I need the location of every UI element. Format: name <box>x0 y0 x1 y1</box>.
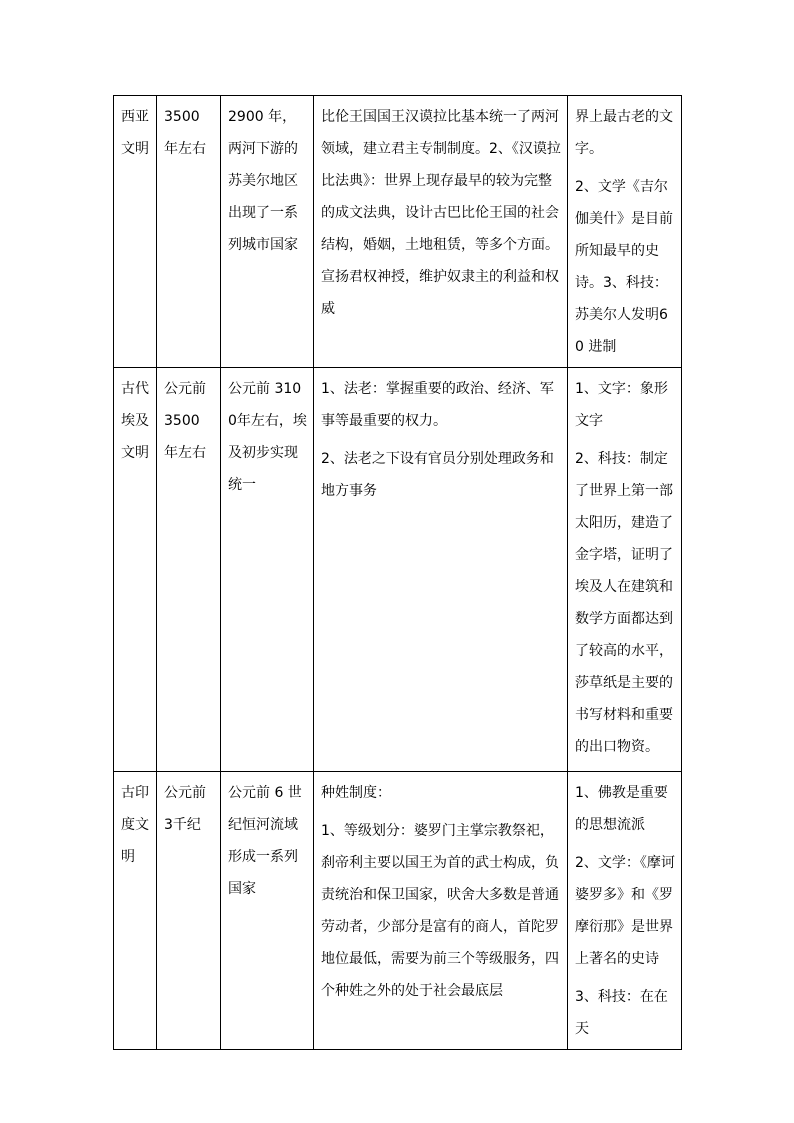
politics-cell <box>314 368 568 772</box>
formation-cell <box>221 368 314 772</box>
civilization-name: 西亚文明 <box>121 109 149 157</box>
culture-paragraph: 界上最古老的文字。 <box>575 109 673 157</box>
civilization-name-cell <box>114 96 157 368</box>
politics-paragraph: 2、法老之下设有官员分别处理政务和地方事务 <box>321 451 554 499</box>
civilization-formation: 2900 年，两河下游的苏美尔地区出现了一系列城市国家 <box>228 109 298 253</box>
politics-paragraph: 种姓制度： <box>321 785 391 801</box>
culture-paragraph: 2、文学：《摩诃婆罗多》和《罗摩衍那》是世界上著名的史诗 <box>575 855 675 967</box>
civilization-formation: 公元前 3100年左右，埃及初步实现统一 <box>228 381 307 493</box>
culture-paragraph: 1、文字：象形文字 <box>575 381 668 429</box>
civilization-table <box>113 95 682 1050</box>
politics-paragraph: 1、法老：掌握重要的政治、经济、军事等最重要的权力。 <box>321 381 554 429</box>
civilization-name-cell <box>114 368 157 772</box>
time-cell <box>157 96 221 368</box>
culture-cell <box>568 96 682 368</box>
table-row-ancient-egypt <box>114 368 682 772</box>
formation-cell <box>221 772 314 1050</box>
civilization-time: 3500 年左右 <box>164 109 206 157</box>
culture-paragraph: 2、科技：制定了世界上第一部太阳历，建造了金字塔，证明了埃及人在建筑和数学方面都达到了较高的水平，莎草纸是主要的书写材料和重要的出口物资。 <box>575 451 673 755</box>
culture-paragraph: 3、科技：在在天 <box>575 989 668 1037</box>
civilization-time: 公元前3千纪 <box>164 785 206 833</box>
civilization-name: 古印度文明 <box>121 785 149 865</box>
time-cell <box>157 772 221 1050</box>
time-cell <box>157 368 221 772</box>
civilization-formation: 公元前 6 世纪恒河流域形成一系列国家 <box>228 785 302 897</box>
table-row-west-asia <box>114 96 682 368</box>
table-row-ancient-india <box>114 772 682 1050</box>
politics-paragraph: 1、等级划分：婆罗门主掌宗教祭祀，刹帝利主要以国王为首的武士构成，负责统治和保卫国家，吠舍大多数是普通劳动者，少部分是富有的商人，首陀罗地位最低，需要为前三个等级服务，四个种姓之外的处于社会最底层 <box>321 823 559 999</box>
formation-cell <box>221 96 314 368</box>
civilization-time: 公元前3500 年左右 <box>164 381 206 461</box>
civilization-name-cell <box>114 772 157 1050</box>
culture-paragraph: 1、佛教是重要的思想流派 <box>575 785 668 833</box>
culture-cell <box>568 368 682 772</box>
politics-paragraph: 比伦王国国王汉谟拉比基本统一了两河领域，建立君主专制制度。2、《汉谟拉比法典》：世界上现存最早的较为完整的成文法典，设计古巴比伦王国的社会结构，婚姻，土地租赁，等多个方面。宣扬君权神授，维护奴隶主的利益和权威 <box>321 109 561 317</box>
culture-cell <box>568 772 682 1050</box>
politics-cell <box>314 772 568 1050</box>
civilization-name: 古代埃及文明 <box>121 381 149 461</box>
culture-paragraph: 2、文学《吉尔伽美什》是目前所知最早的史诗。3、科技：苏美尔人发明60 进制 <box>575 179 673 355</box>
politics-cell <box>314 96 568 368</box>
